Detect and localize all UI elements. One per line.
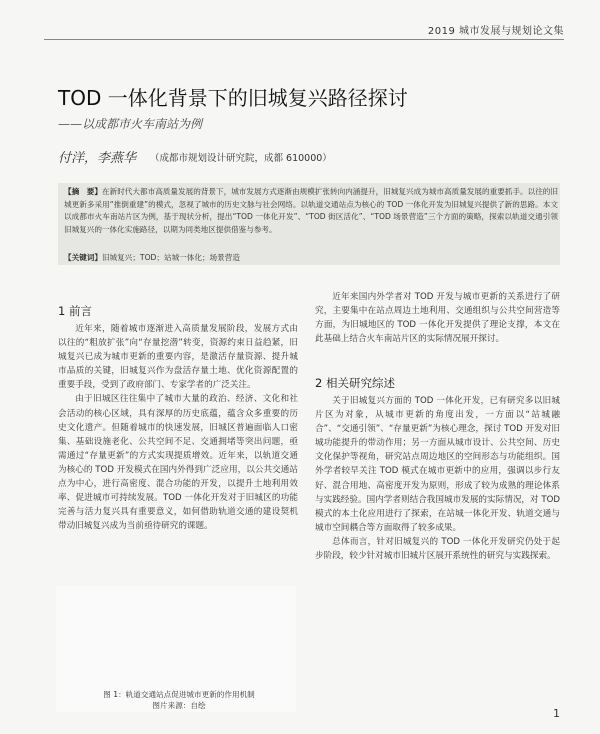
right-column-intro	[315, 290, 560, 362]
authors: 付洋，李燕华	[58, 151, 137, 166]
paragraph: 由于旧城区往往集中了城市大量的政治、经济、文化和社会活动的核心区域，具有深厚的历史底蕴，蕴含众多重要的历史文化遗产。但随着城市的快速发展，旧城区普遍面临人口密集、基础设施老化、公共空间不足、交通拥堵等突出问题，亟需通过“存量更新”的方式实现提质增效。近年来，以轨道交通为核心的 TOD 开发模式在国内外得到广泛应用，以公共交通站点为中心，进行高密度、混合功能的开发，以提升土地利用效率、促进城市可持续发展。TOD 一体化开发对于旧城区的功能完善与活力复兴具有重要意义，如何借助轨道交通的建设契机带动旧城复兴成为当前亟待研究的课题。	[58, 394, 298, 532]
right-column	[315, 394, 560, 714]
section-heading-1: 1 前言	[58, 304, 92, 318]
left-column	[58, 322, 298, 582]
running-head: 2019 城市发展与规划论文集	[427, 26, 564, 37]
figure-source: 图片来源：自绘	[152, 701, 206, 710]
paragraph: 近年来，随着城市逐渐进入高质量发展阶段，发展方式由以往的“粗放扩张”向“存量挖潜”转变，资源约束日益趋紧，旧城复兴已成为城市更新的重要内容，是激活存量资源、提升城市品质的关键，旧城复兴作为盘活存量土地、优化资源配置的重要手段，受到了政府部门、专家学者的广泛关注。	[58, 324, 298, 391]
paragraph: 总体而言，针对旧城复兴的 TOD 一体化开发研究仍处于起步阶段，较少针对城市旧城片区展开系统性的研究与实践探索。	[315, 536, 560, 562]
abstract-text: 在新时代大都市高质量发展的背景下，城市发展方式逐渐由规模扩张转向内涵提升，旧城复兴成为城市高质量发展的重要抓手。以往的旧城更新多采用“推倒重建”的模式，忽视了城市的历史文脉与社会网络。以轨道交通站点为核心的 TOD 一体化开发为旧城复兴提供了新的思路。本文以成都市火车南站片区为例，基于现状分析，提出“TOD 一体化开发”、“TOD 街区活化”、“TOD 场景营造”三个方面的策略，探索以轨道交通引领旧城复兴的一体化实施路径，以期为同类地区提供借鉴与参考。	[64, 187, 558, 234]
affiliation: （成都市规划设计研究院，成都 610000）	[150, 153, 332, 164]
page-number: 1	[553, 707, 560, 720]
keywords-label: 【关键词】	[64, 253, 102, 262]
keywords-text: 旧城复兴；TOD；站城一体化；场景营造	[101, 253, 240, 262]
header-rule	[44, 39, 564, 40]
paper-subtitle: ——以成都市火车南站为例	[58, 117, 203, 131]
keywords	[64, 252, 558, 264]
abstract	[64, 186, 558, 236]
figure-caption	[56, 689, 302, 711]
paragraph: 关于旧城复兴方面的 TOD 一体化开发，已有研究多以旧城片区为对象，从城市更新的角度出发，一方面以“站城融合”、“交通引领”、“存量更新”为核心理念，探讨 TOD 开发对旧城功能提升的带动作用；另一方面从城市设计、公共空间、历史文化保护等视角，研究站点周边地区的空间形态与功能组织。国外学者较早关注 TOD 模式在城市更新中的应用，强调以步行友好、混合用地、高密度开发为原则，形成了较为成熟的理论体系与实践经验。国内学者则结合我国城市发展的实际情况，对 TOD 模式的本土化应用进行了探索，在站城一体化开发、轨道交通与城市空间耦合等方面取得了较多成果。	[315, 396, 560, 533]
abstract-label: 【摘 要】	[64, 187, 102, 196]
paragraph: 近年来国内外学者对 TOD 开发与城市更新的关系进行了研究，主要集中在站点周边土地利用、交通组织与公共空间营造等方面，为旧城地区的 TOD 一体化开发提供了理论支撑，本文在此基础上结合火车南站片区的实际情况展开探讨。	[315, 292, 560, 345]
section-heading-2: 2 相关研究综述	[315, 376, 395, 390]
paper-title: TOD 一体化背景下的旧城复兴路径探讨	[58, 86, 408, 110]
figure-caption-title: 图 1：轨道交通站点促进城市更新的作用机制	[103, 690, 255, 699]
